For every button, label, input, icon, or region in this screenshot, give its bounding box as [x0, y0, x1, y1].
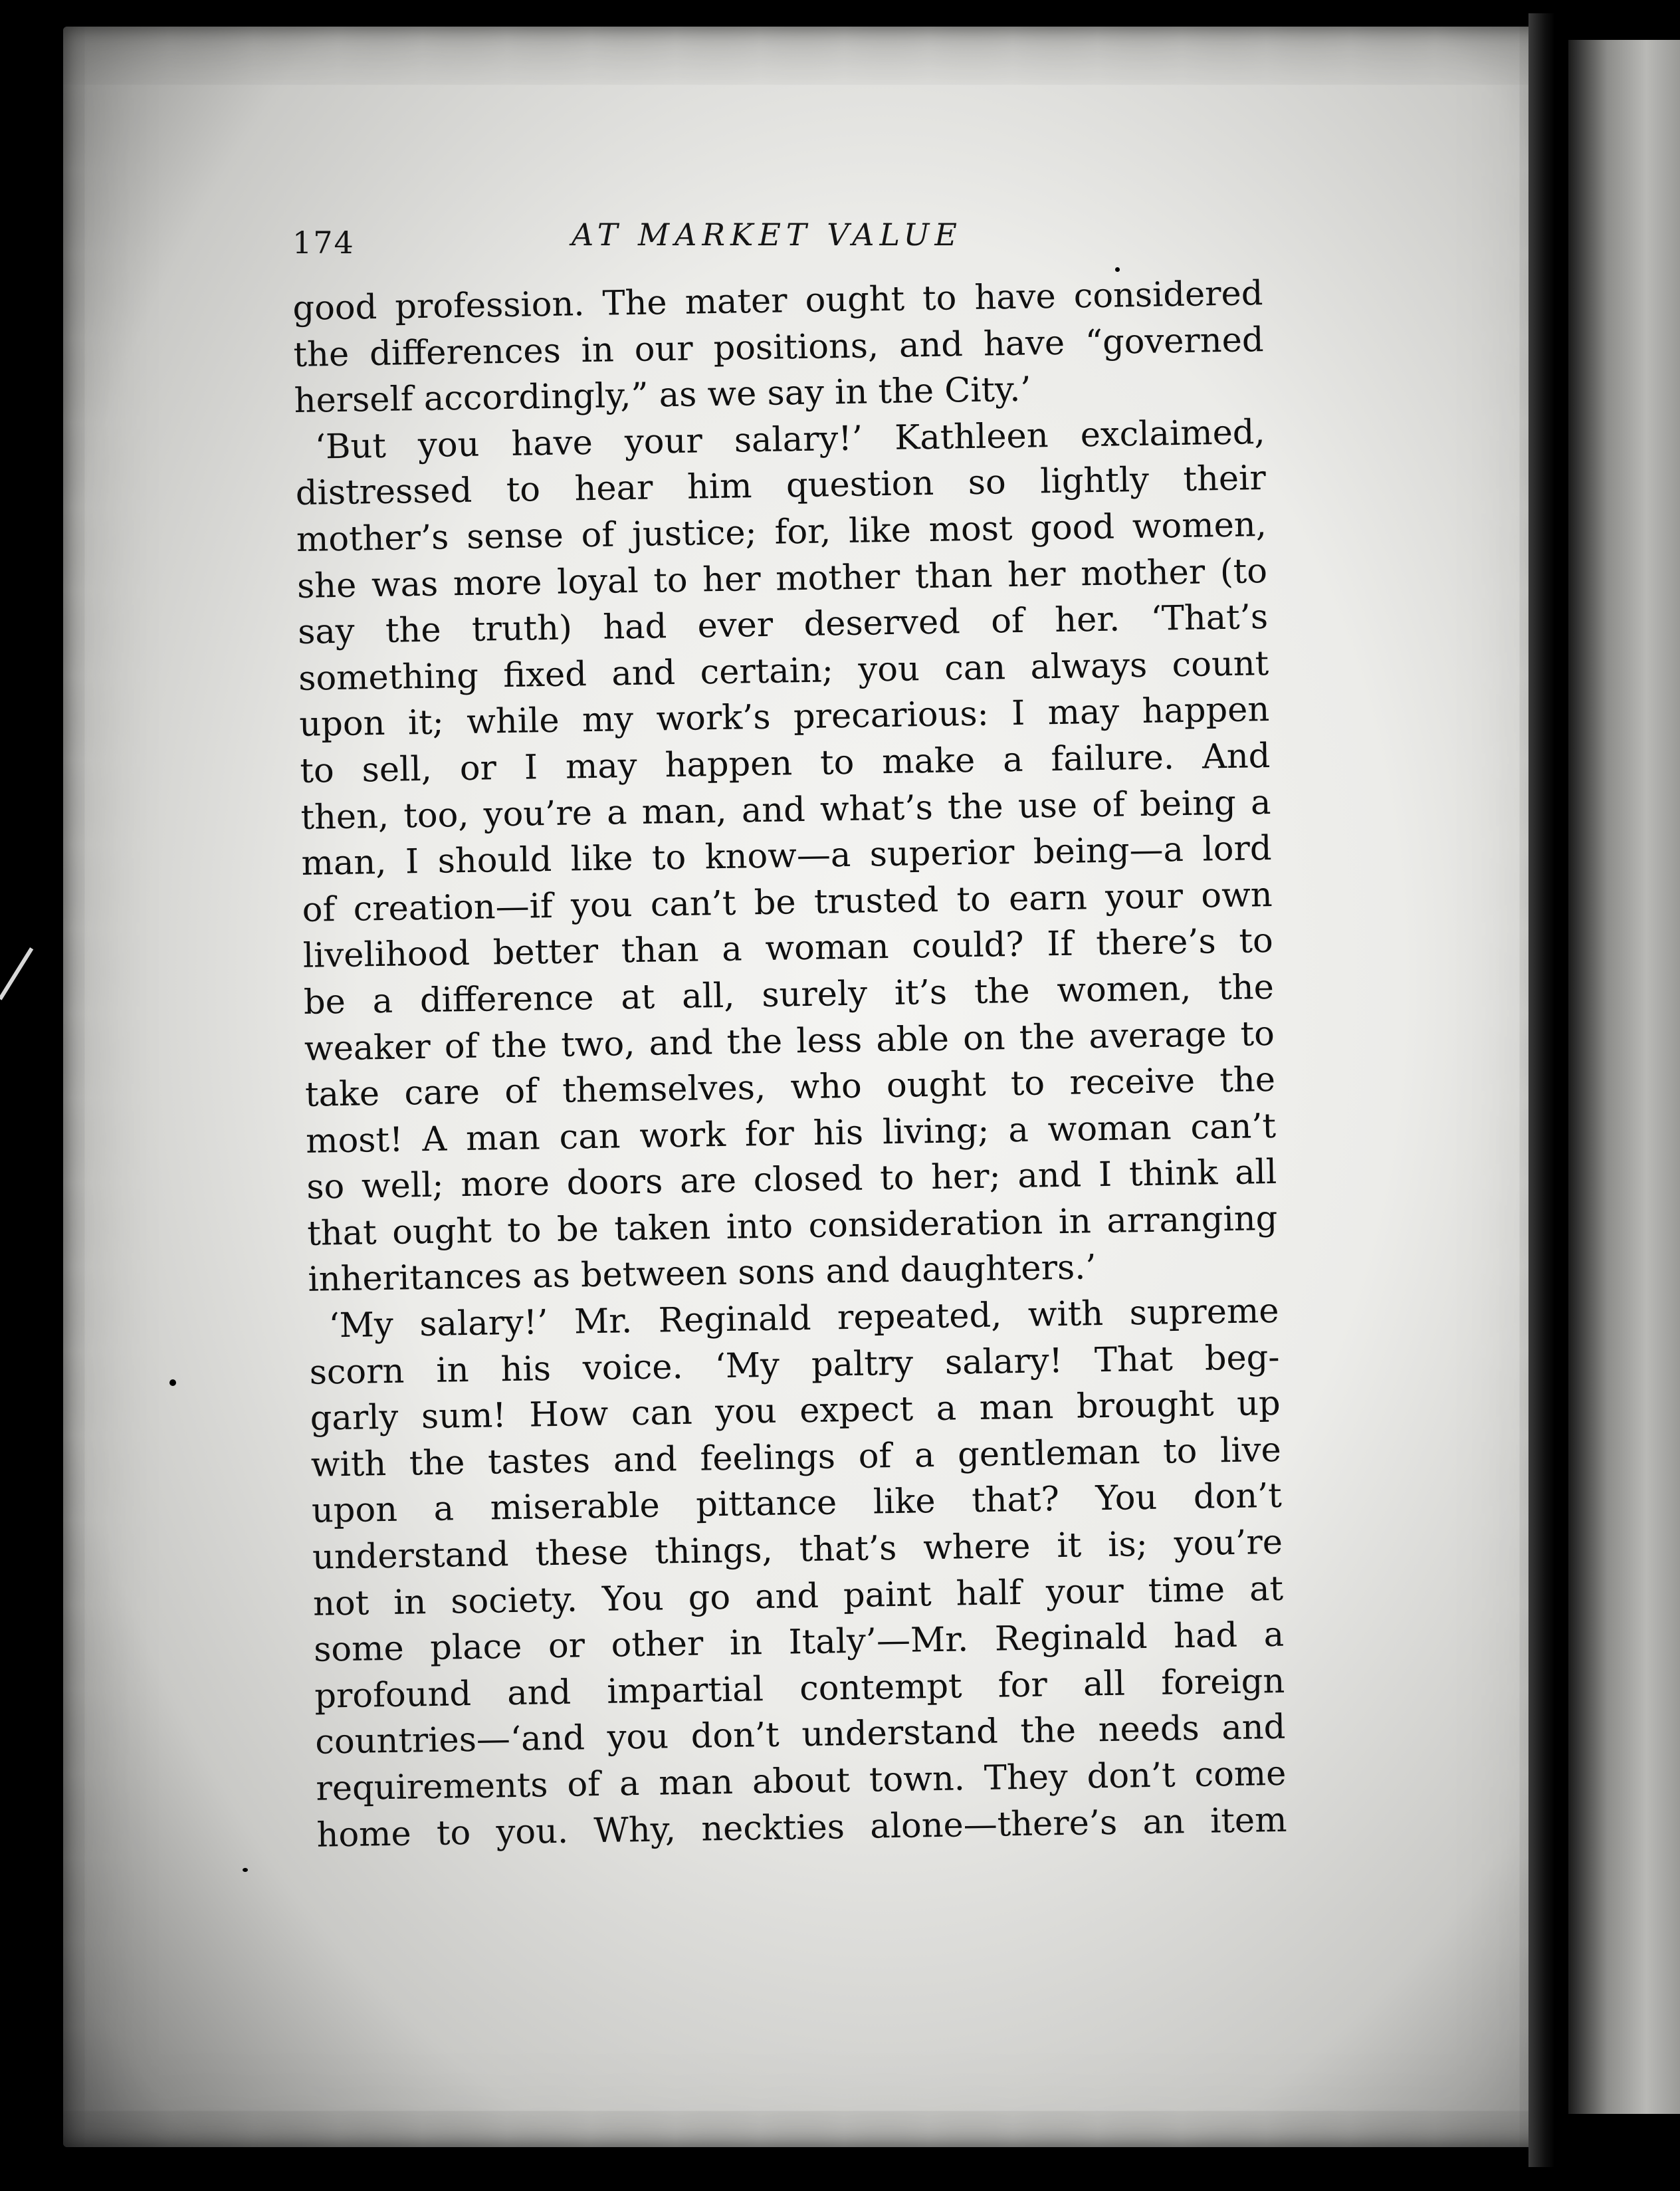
running-title: AT MARKET VALUE [572, 217, 962, 253]
text-line: herself accordingly,” as we say in the City.’ [294, 370, 1031, 421]
text-line: not in society. You go and paint half your time at [312, 1569, 1284, 1624]
text-line: man, I should like to know—a superior being—a lord [301, 829, 1272, 884]
text-line: most! A man can work for his living; a woman can’t [305, 1106, 1277, 1161]
text-line: some place or other in Italy’—Mr. Reginald had a [313, 1615, 1285, 1670]
adjacent-page-edge [1568, 40, 1680, 2114]
scan-speck [169, 1379, 176, 1386]
scan-speck [1115, 267, 1120, 272]
text-line: take care of themselves, who ought to receive the [304, 1060, 1276, 1115]
text-line: to sell, or I may happen to make a failure. And [300, 736, 1271, 791]
text-line: ‘My salary!’ Mr. Reginald repeated, with supreme [328, 1291, 1279, 1346]
text-line: ‘But you have your salary!’ Kathleen exclaimed, [314, 412, 1266, 467]
text-line: be a difference at all, surely it’s the women, the [303, 967, 1275, 1022]
text-line: scorn in his voice. ‘My paltry salary! That beg- [309, 1337, 1280, 1393]
text-line: she was more loyal to her mother than her mother (to [296, 551, 1268, 606]
text-line: the differences in our positions, and have “governed [293, 320, 1264, 375]
page-number: 174 [292, 225, 355, 261]
text-line: mother’s sense of justice; for, like most good women, [296, 505, 1267, 560]
text-line: something fixed and certain; you can always count [298, 643, 1269, 699]
text-line: inheritances as between sons and daughters.’ [308, 1248, 1097, 1300]
binding-edge [1554, 13, 1570, 2180]
page-gutter-shadow [1528, 13, 1555, 2167]
text-line: livelihood better than a woman could? If there’s to [302, 921, 1274, 977]
text-line: good profession. The mater ought to have considered [292, 274, 1263, 328]
text-line: upon a miserable pittance like that? You don’t [311, 1476, 1283, 1532]
text-line: garly sum! How can you expect a man brought up [310, 1384, 1281, 1439]
text-line: distressed to hear him question so lightly their [295, 459, 1267, 514]
text-line: so well; more doors are closed to her; and I think all [306, 1153, 1277, 1208]
text-line: say the truth) had ever deserved of her. ‘That’s [297, 598, 1269, 653]
text-line: then, too, you’re a man, and what’s the use of being a [300, 782, 1271, 838]
text-line: understand these things, that’s where it is; you’re [312, 1522, 1283, 1577]
text-line: profound and impartial contempt for all foreign [314, 1661, 1285, 1716]
text-line: of creation—if you can’t be trusted to earn your own [302, 875, 1273, 930]
text-line: upon it; while my work’s precarious: I may happen [298, 690, 1270, 745]
scan-speck [243, 1868, 248, 1872]
body-text [292, 271, 1287, 1859]
text-line: countries—‘and you don’t understand the needs and [314, 1708, 1286, 1763]
running-header [292, 211, 1329, 261]
text-line: that ought to be taken into consideration in arranging [306, 1199, 1278, 1254]
scan-scratch-mark [0, 947, 33, 1000]
text-line: weaker of the two, and the less able on the average to [304, 1014, 1275, 1069]
text-line: requirements of a man about town. They don’t come [316, 1754, 1287, 1809]
text-line: home to you. Why, neckties alone—there’s an item [316, 1800, 1287, 1855]
text-line: with the tastes and feelings of a gentleman to live [310, 1430, 1282, 1485]
